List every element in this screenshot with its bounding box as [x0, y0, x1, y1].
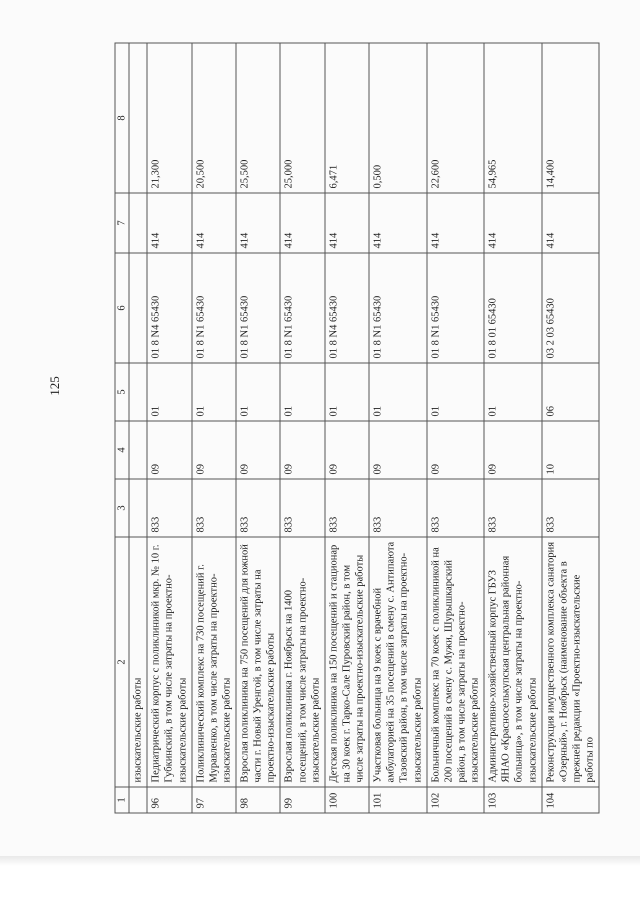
cell-col6: 01 8 N1 65430	[191, 253, 235, 363]
object-name: Участковая больница на 9 коек с врачебной амбулаторией на 35 посещений в смену с. Антипаюта Тазовский район, в том числе затраты на проектно-изыскательские работы	[369, 537, 427, 787]
table-row	[191, 43, 235, 813]
header-cell: 6	[115, 253, 129, 363]
table-row	[324, 43, 368, 813]
cell-col3: 833	[236, 479, 280, 537]
cell-col4: 09	[236, 421, 280, 479]
cell-col3: 833	[147, 479, 191, 537]
cell-col8: 25,500	[236, 43, 280, 193]
table-row	[484, 43, 542, 813]
cell-col7: 414	[191, 193, 235, 253]
cell-col6: 01 8 01 65430	[484, 253, 542, 363]
cell-col3: 833	[280, 479, 324, 537]
cell-col8: 25,000	[280, 43, 324, 193]
cell-col5: 01	[236, 363, 280, 421]
header-cell: 2	[115, 537, 129, 787]
cell-col5: 01	[484, 363, 542, 421]
row-number: 96	[147, 787, 191, 813]
cell-col4: 09	[484, 421, 542, 479]
object-name: Детская поликлиника на 150 посещений и стационар на 30 коек г. Тарко-Сале Пуровский район, в том числе затраты на проектно-изыскательские работы	[324, 537, 368, 787]
table-row	[147, 43, 191, 813]
cell-col8: 54,965	[484, 43, 542, 193]
cell-col4: 09	[369, 421, 427, 479]
scan-edge	[0, 856, 640, 866]
object-name: Реконструкция имущественного комплекса санатория «Озерный», г. Ноябрьск (наименование объекта в прежней редакции «Проектно-изыскательские работы по	[541, 537, 599, 787]
cell-col5: 01	[426, 363, 484, 421]
cell-col4: 09	[426, 421, 484, 479]
cell-col3: 833	[484, 479, 542, 537]
page-number: 125	[47, 376, 62, 396]
header-cell: 8	[115, 43, 129, 193]
header-row	[115, 43, 129, 813]
row-number: 99	[280, 787, 324, 813]
object-name: Больничный комплекс на 70 коек с поликлиникой на 200 посещений в смену с. Мужи, Шурышкарский район, в том числе затраты на проектно-изыскательские работы	[426, 537, 484, 787]
cell-col8: 14,400	[541, 43, 599, 193]
cell-col6: 01 8 N1 65430	[236, 253, 280, 363]
cell-col6: 01 8 N1 65430	[369, 253, 427, 363]
cell-col7: 414	[147, 193, 191, 253]
object-name: Поликлинический комплекс на 730 посещений г. Муравленко, в том числе затраты на проектно-изыскательские работы	[191, 537, 235, 787]
cell-col3: 833	[426, 479, 484, 537]
row-number: 100	[324, 787, 368, 813]
cell-col7: 414	[426, 193, 484, 253]
cell-col7: 414	[484, 193, 542, 253]
cell-col6: 01 8 N1 65430	[280, 253, 324, 363]
header-cell: 5	[115, 363, 129, 421]
row-number: 103	[484, 787, 542, 813]
cell-col4: 09	[147, 421, 191, 479]
cell-col5: 01	[324, 363, 368, 421]
row-number: 97	[191, 787, 235, 813]
cell-col6: 01 8 N4 65430	[147, 253, 191, 363]
row-number: 101	[369, 787, 427, 813]
cell-col3: 833	[191, 479, 235, 537]
cell-col8: 6,471	[324, 43, 368, 193]
header-cell: 3	[115, 479, 129, 537]
cell-col3: 833	[369, 479, 427, 537]
row-number: 104	[541, 787, 599, 813]
cell-col7: 414	[236, 193, 280, 253]
table-row	[236, 43, 280, 813]
continuation-text: изыскательские работы	[129, 537, 147, 787]
table-row	[541, 43, 599, 813]
cell-col7: 414	[324, 193, 368, 253]
cell-col4: 09	[324, 421, 368, 479]
cell-col8: 0,500	[369, 43, 427, 193]
continuation-row	[129, 43, 147, 813]
object-name: Взрослая поликлиника г. Ноябрьск на 1400 посещений, в том числе затраты на проектно-изыскательские работы	[280, 537, 324, 787]
table-row	[280, 43, 324, 813]
cell-col3: 833	[541, 479, 599, 537]
cell-col5: 06	[541, 363, 599, 421]
cell-col7: 414	[280, 193, 324, 253]
cell-col7: 414	[541, 193, 599, 253]
header-cell: 4	[115, 421, 129, 479]
cell-col4: 09	[280, 421, 324, 479]
cell-col7: 414	[369, 193, 427, 253]
budget-table	[114, 42, 599, 813]
cell-col8: 21,300	[147, 43, 191, 193]
object-name: Педиатрический корпус с поликлиникой мкр. № 10 г. Губкинский, в том числе затраты на проектно-изыскательские работы	[147, 537, 191, 787]
table-row	[426, 43, 484, 813]
row-number: 102	[426, 787, 484, 813]
cell-col5: 01	[147, 363, 191, 421]
cell-col3: 833	[324, 479, 368, 537]
cell-col5: 01	[191, 363, 235, 421]
cell-col5: 01	[280, 363, 324, 421]
cell-col5: 01	[369, 363, 427, 421]
cell-col6: 03 2 03 65430	[541, 253, 599, 363]
table-row	[369, 43, 427, 813]
cell-col4: 10	[541, 421, 599, 479]
cell-col4: 09	[191, 421, 235, 479]
object-name: Административно-хозяйственный корпус ГБУЗ ЯНАО «Красноселькупская центральная районная больница», в том числе затраты на проектно-изыскательские работы	[484, 537, 542, 787]
cell-col6: 01 8 N4 65430	[324, 253, 368, 363]
table-container	[114, 43, 595, 813]
cell-col8: 22,600	[426, 43, 484, 193]
object-name: Взрослая поликлиника на 750 посещений для южной части г. Новый Уренгой, в том числе затраты на проектно-изыскательские работы	[236, 537, 280, 787]
header-cell: 1	[115, 787, 129, 813]
cell-col6: 01 8 N1 65430	[426, 253, 484, 363]
header-cell: 7	[115, 193, 129, 253]
row-number: 98	[236, 787, 280, 813]
cell-col8: 20,500	[191, 43, 235, 193]
